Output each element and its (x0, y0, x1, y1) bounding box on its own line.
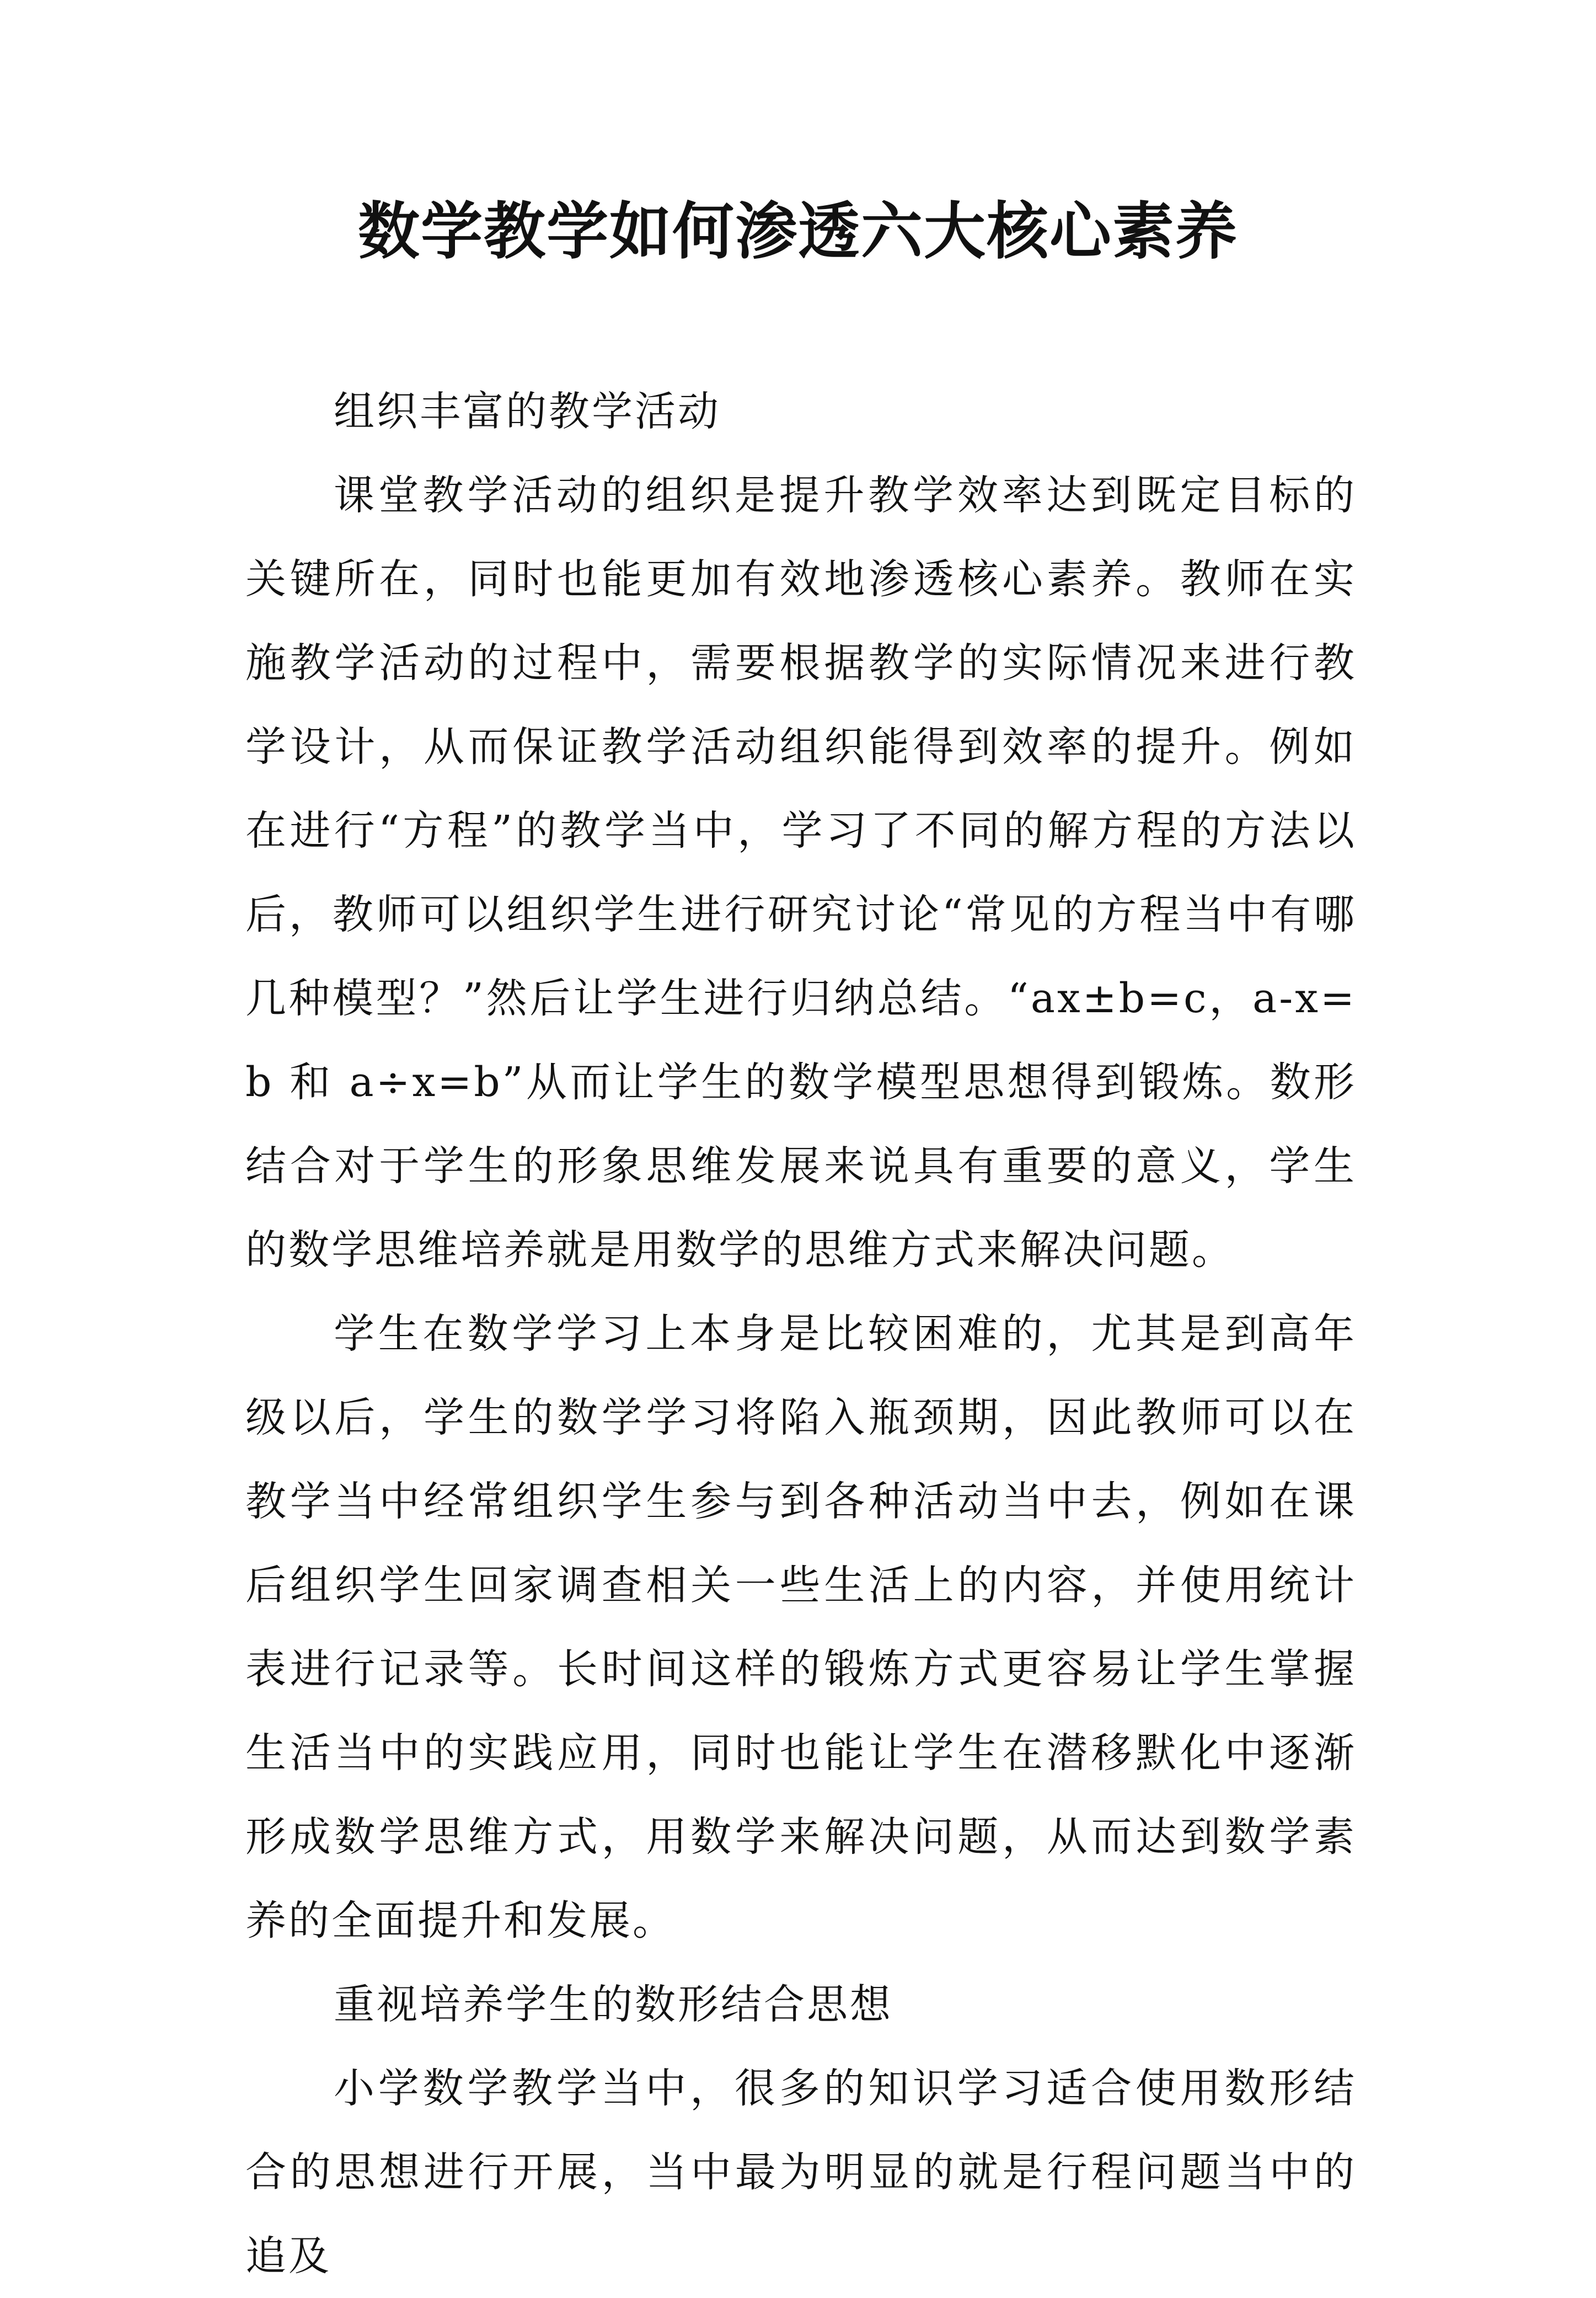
section-heading: 组织丰富的教学活动 (334, 388, 721, 435)
body-paragraph: 课堂教学活动的组织是提升教学效率达到既定目标的关键所在，同时也能更加有效地渗透核心素养。教师在实施教学活动的过程中，需要根据教学的实际情况来进行教学设计，从而保证教学活动组织能得到效率的提升。例如在进行“方程”的教学当中，学习了不同的解方程的方法以后，教师可以组织学生进行研究讨论“常见的方程当中有哪几种模型？”然后让学生进行归纳总结。“ax±b=c，a-x=b 和 a÷x=b”从而让学生的数学模型思想得到锻炼。数形结合对于学生的形象思维发展来说具有重要的意义，学生的数学思维培养就是用数学的思维方式来解决问题。 (245, 472, 1357, 1274)
document-title: 数学教学如何渗透六大核心素养 (358, 195, 1238, 268)
document-body (245, 370, 1357, 2298)
section-heading: 重视培养学生的数形结合思想 (334, 1981, 893, 2028)
body-paragraph: 学生在数学学习上本身是比较困难的，尤其是到高年级以后，学生的数学学习将陷入瓶颈期，因此教师可以在教学当中经常组织学生参与到各种活动当中去，例如在课后组织学生回家调查相关一些生活上的内容，并使用统计表进行记录等。长时间这样的锻炼方式更容易让学生掌握生活当中的实践应用，同时也能让学生在潜移默化中逐渐形成数学思维方式，用数学来解决问题，从而达到数学素养的全面提升和发展。 (245, 1310, 1357, 1944)
body-paragraph: 小学数学教学当中，很多的知识学习适合使用数形结合的思想进行开展，当中最为明显的就是行程问题当中的追及 (245, 2065, 1357, 2280)
